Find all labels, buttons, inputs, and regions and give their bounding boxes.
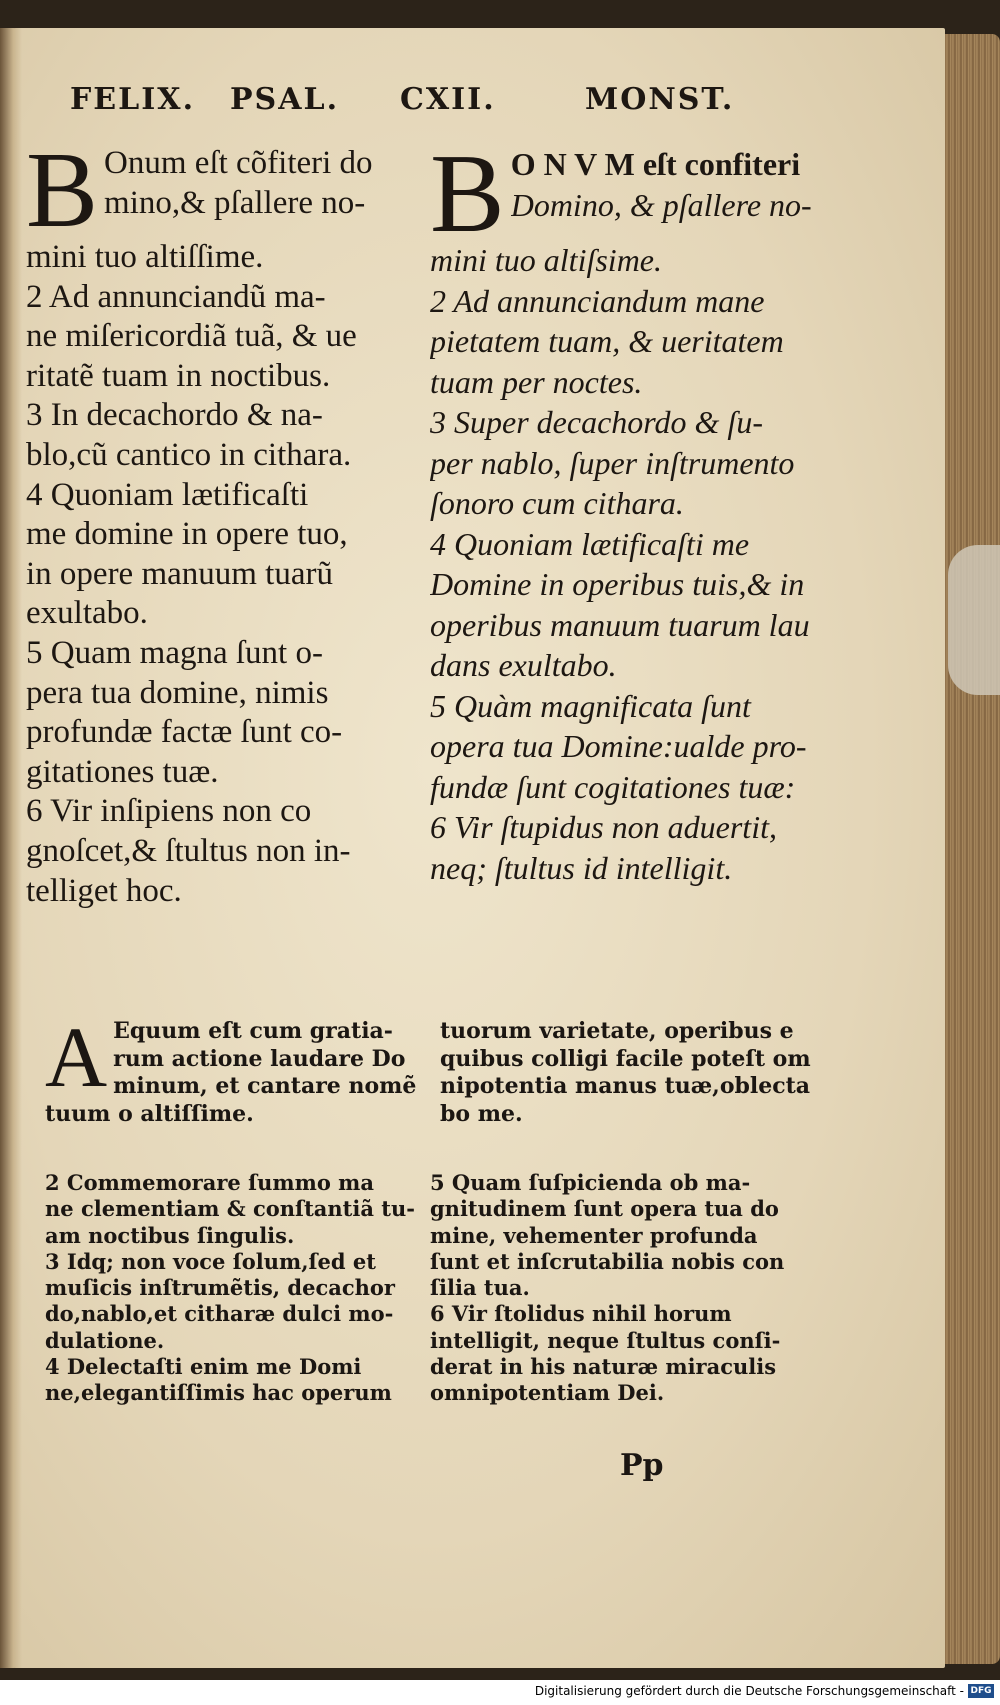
digitization-footer — [0, 1680, 1000, 1705]
right-line: dans exultabo. — [430, 647, 617, 683]
book-spine-shadow — [0, 28, 22, 1668]
note-line: derat in his naturæ miraculis — [430, 1354, 777, 1380]
commentary-line: tuum o altiſſime. — [45, 1100, 254, 1127]
note-line: gnitudinem ſunt opera tua do — [430, 1196, 779, 1222]
commentary-line: minum, et cantare nomẽ — [113, 1073, 417, 1099]
right-dropcap: B — [430, 132, 505, 256]
commentary-line: quibus colligi facile poteſt om — [440, 1045, 811, 1072]
right-line: neq; ſtultus id intelligit. — [430, 849, 733, 886]
note-line: dulatione. — [45, 1327, 165, 1353]
signature-mark: Pp — [620, 1448, 664, 1483]
note-line: am noctibus ſingulis. — [45, 1222, 295, 1248]
header-center: PSAL. — [230, 82, 340, 117]
left-line: 6 Vir inſipiens non co — [26, 793, 312, 830]
left-line: Onum eſt cõfiteri do — [104, 145, 373, 181]
note-line: do,nablo,et citharæ dulci mo- — [45, 1301, 394, 1327]
left-line: 4 Quoniam lætificaſti — [26, 476, 309, 513]
left-line: 5 Quam magna ſunt o- — [26, 634, 323, 671]
left-line: in opere manuum tuarũ — [26, 555, 333, 592]
note-line: 4 Delectaſti enim me Domi — [45, 1354, 362, 1380]
left-line: gnoſcet,& ſtultus non in- — [26, 832, 351, 869]
dfg-logo-icon: DFG — [968, 1684, 994, 1698]
commentary-left — [45, 1009, 430, 1128]
right-line: 3 Super decachordo & ſu- — [430, 404, 763, 440]
right-line: per nablo, ſuper inſtrumento — [430, 444, 795, 481]
left-line: blo,cũ cantico in cithara. — [26, 436, 352, 473]
right-psalm-column — [430, 132, 840, 888]
commentary-line: tuorum varietate, operibus e — [440, 1018, 794, 1044]
right-line: O N V M eſt confiteri — [510, 146, 801, 182]
note-line: 6 Vir ſtolidus nihil horum — [430, 1301, 732, 1327]
right-line: fundæ ſunt cogitationes tuæ: — [430, 768, 796, 805]
right-line: operibus manuum tuarum lau — [430, 606, 810, 643]
left-line: gitationes tuæ. — [26, 753, 219, 790]
left-line: 2 Ad annunciandũ ma- — [26, 278, 326, 315]
right-line: ſonoro cum cithara. — [430, 485, 684, 521]
left-line: profundæ factæ ſunt co- — [26, 714, 343, 751]
left-line: 3 In decachordo & na- — [26, 397, 323, 434]
header-number: CXII. — [400, 82, 496, 117]
right-line: Domino, & pſallere no- — [510, 186, 812, 223]
note-line: ſunt et inſcrutabilia nobis con — [430, 1248, 785, 1274]
commentary-line: rum actione laudare Do — [113, 1045, 406, 1072]
commentary-right — [440, 1018, 840, 1128]
note-line: omnipotentiam Dei. — [430, 1380, 665, 1406]
header-left: FELIX. — [70, 82, 196, 117]
left-line: pera tua domine, nimis — [26, 674, 329, 711]
commentary-dropcap: A — [45, 1009, 108, 1105]
right-line: pietatem tuam, & ueritatem — [430, 323, 784, 359]
note-line: mine, vehementer profunda — [430, 1222, 758, 1248]
running-header — [70, 82, 735, 126]
right-line: tuam per noctes. — [430, 363, 643, 400]
note-line: intelligit, neque ſtultus conſi- — [430, 1327, 781, 1353]
commentary-line: bo me. — [440, 1100, 523, 1127]
left-line: telliget hoc. — [26, 872, 182, 909]
left-line: mino,& pſallere no- — [104, 184, 366, 221]
note-line: ne clementiam & conſtantiã tu- — [45, 1196, 415, 1222]
right-line: 2 Ad annunciandum mane — [430, 282, 765, 319]
left-line: ne miſericordiã tuã, & ue — [26, 318, 357, 355]
left-dropcap: B — [26, 131, 99, 250]
right-line: 6 Vir ſtupidus non aduertit, — [430, 809, 777, 845]
left-line: ritatẽ tuam in noctibus. — [26, 357, 331, 394]
note-line: ne,elegantiſſimis hac operum — [45, 1380, 392, 1406]
left-line: me domine in opere tuo, — [26, 516, 348, 553]
left-psalm-column — [26, 131, 421, 911]
right-line: 4 Quoniam lætificaſti me — [430, 525, 750, 562]
note-line: 3 Idq; non voce ſolum,ſed et — [45, 1248, 376, 1274]
notes-right — [430, 1170, 840, 1407]
note-line: 5 Quam ſuſpicienda ob ma- — [430, 1170, 751, 1195]
left-line: mini tuo altiſſime. — [26, 239, 264, 275]
header-right: MONST. — [585, 82, 735, 117]
right-line: mini tuo altiſsime. — [430, 242, 662, 278]
note-line: 2 Commemorare ſummo ma — [45, 1170, 374, 1195]
note-line: muſicis inſtrumẽtis, decachor — [45, 1275, 395, 1301]
right-line: Domine in operibus tuis,& in — [430, 566, 805, 602]
right-line: opera tua Domine:ualde pro- — [430, 728, 807, 764]
right-line: 5 Quàm magnificata ſunt — [430, 687, 751, 724]
footer-credit: Digitalisierung gefördert durch die Deutsche Forschungsgemeinschaft - — [534, 1684, 964, 1698]
left-line: exultabo. — [26, 595, 148, 632]
page-tab-marker — [948, 545, 1000, 695]
commentary-line: Equum eſt cum gratia- — [113, 1018, 393, 1044]
note-line: ſilia tua. — [430, 1275, 530, 1301]
commentary-line: nipotentia manus tuæ,oblecta — [440, 1073, 811, 1099]
page-edges — [945, 34, 1000, 1664]
notes-left — [45, 1170, 430, 1407]
